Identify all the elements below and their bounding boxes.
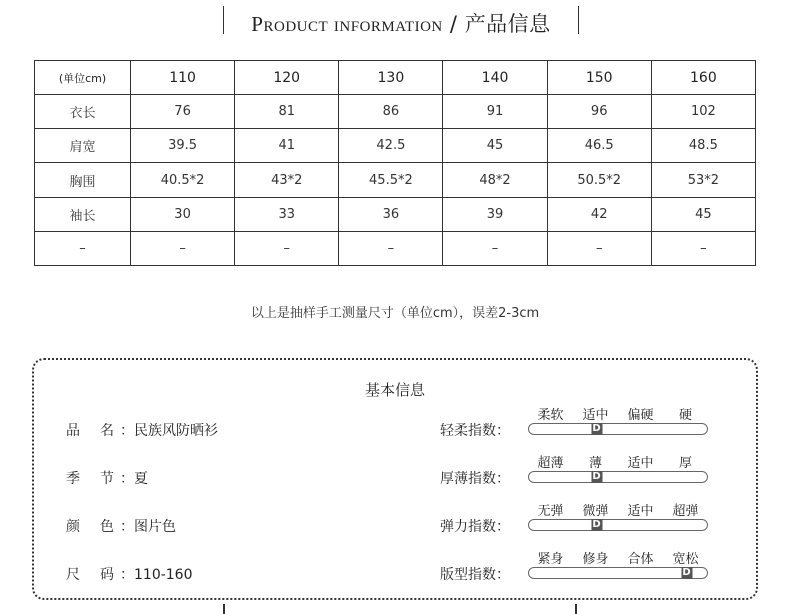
attribute-key-char-2: 色 [100,519,114,535]
attribute-key-char-1: 尺 [66,567,80,583]
size-header-row [35,61,756,95]
table-cell: 40.5*2 [131,163,235,197]
attribute-key-char-1: 品 [66,423,80,439]
basic-info-panel [32,358,758,600]
attribute-key-char-2: 节 [100,471,114,487]
table-cell: 42.5 [339,129,443,163]
table-cell: 45.5*2 [339,163,443,197]
size-header-130: 130 [339,61,443,95]
index-name: 厚薄指数： [440,471,510,487]
index-name: 版型指数： [440,567,510,583]
table-cell: 43*2 [235,163,339,197]
bottom-divider-left [223,604,225,614]
attribute-row [66,468,148,488]
attribute-row [66,564,193,584]
title-chinese: 产品信息 [464,12,551,36]
table-cell: 30 [131,197,235,231]
index-level-label: 无弹 [537,504,564,519]
table-row [35,197,756,231]
table-cell: – [339,231,443,265]
unit-label: (单位cm) [35,61,131,95]
attribute-key-char-1: 季 [66,471,80,487]
size-header-120: 120 [235,61,339,95]
table-cell: 86 [339,95,443,129]
table-row [35,231,756,265]
index-name: 轻柔指数： [440,423,510,439]
table-row [35,129,756,163]
index-level-label: 适中 [582,408,609,423]
attribute-row [66,516,176,536]
table-cell: 96 [547,95,651,129]
table-cell: 46.5 [547,129,651,163]
title-english: Product information [251,12,443,36]
table-cell: 41 [235,129,339,163]
section-title-frame [223,6,579,34]
index-track [528,471,708,483]
basic-info-title: 基本信息 [364,381,425,399]
table-cell: – [547,231,651,265]
index-marker: D [592,471,601,482]
table-row [35,95,756,129]
index-level-label: 薄 [588,456,603,471]
table-cell: 45 [443,129,547,163]
table-cell: 48.5 [651,129,755,163]
size-header-140: 140 [443,61,547,95]
attribute-key-char-1: 颜 [66,519,80,535]
index-level-label: 紧身 [537,552,564,567]
size-header-150: 150 [547,61,651,95]
table-cell: 102 [651,95,755,129]
attribute-value: ：110-160 [120,567,193,583]
table-cell: 39 [443,197,547,231]
table-cell: 81 [235,95,339,129]
row-label: 袖长 [35,197,131,231]
size-header-110: 110 [131,61,235,95]
table-cell: 48*2 [443,163,547,197]
table-cell: 42 [547,197,651,231]
attribute-key-char-2: 名 [100,423,114,439]
table-cell: 53*2 [651,163,755,197]
table-cell: 33 [235,197,339,231]
row-label: – [35,231,131,265]
attribute-value: ：图片色 [120,519,176,535]
index-level-label: 硬 [678,408,693,423]
size-table-body [35,61,756,266]
row-label: 衣长 [35,95,131,129]
index-track [528,423,708,435]
measurement-note: 以上是抽样手工测量尺寸（单位cm），误差2-3cm [250,306,540,321]
table-cell: – [131,231,235,265]
index-level-label: 柔软 [537,408,564,423]
size-table [34,60,756,266]
index-level-label: 适中 [627,504,654,519]
table-cell: 45 [651,197,755,231]
index-level-label: 修身 [582,552,609,567]
index-track [528,567,708,579]
index-marker: D [592,519,601,530]
index-marker: D [592,423,601,434]
index-marker: D [682,567,691,578]
attribute-value: ：夏 [120,471,148,487]
row-label: 胸围 [35,163,131,197]
size-header-160: 160 [651,61,755,95]
attribute-key-char-2: 码 [100,567,114,583]
row-label: 肩宽 [35,129,131,163]
table-cell: 39.5 [131,129,235,163]
attribute-value: ：民族风防晒衫 [120,423,218,439]
index-track [528,519,708,531]
index-name: 弹力指数： [440,519,510,535]
table-cell: 91 [443,95,547,129]
section-title [224,8,578,38]
index-level-label: 超薄 [537,456,564,471]
bottom-divider-right [575,604,577,614]
table-row [35,163,756,197]
index-level-label: 适中 [627,456,654,471]
index-level-label: 微弹 [582,504,609,519]
title-separator: / [449,12,458,36]
index-level-label: 合体 [627,552,654,567]
table-cell: 76 [131,95,235,129]
index-level-label: 偏硬 [627,408,654,423]
table-cell: – [443,231,547,265]
table-cell: 50.5*2 [547,163,651,197]
index-level-label: 超弹 [672,504,699,519]
index-level-label: 厚 [678,456,693,471]
attribute-row [66,420,218,440]
table-cell: 36 [339,197,443,231]
table-cell: – [235,231,339,265]
table-cell: – [651,231,755,265]
index-level-label: 宽松 [672,552,699,567]
